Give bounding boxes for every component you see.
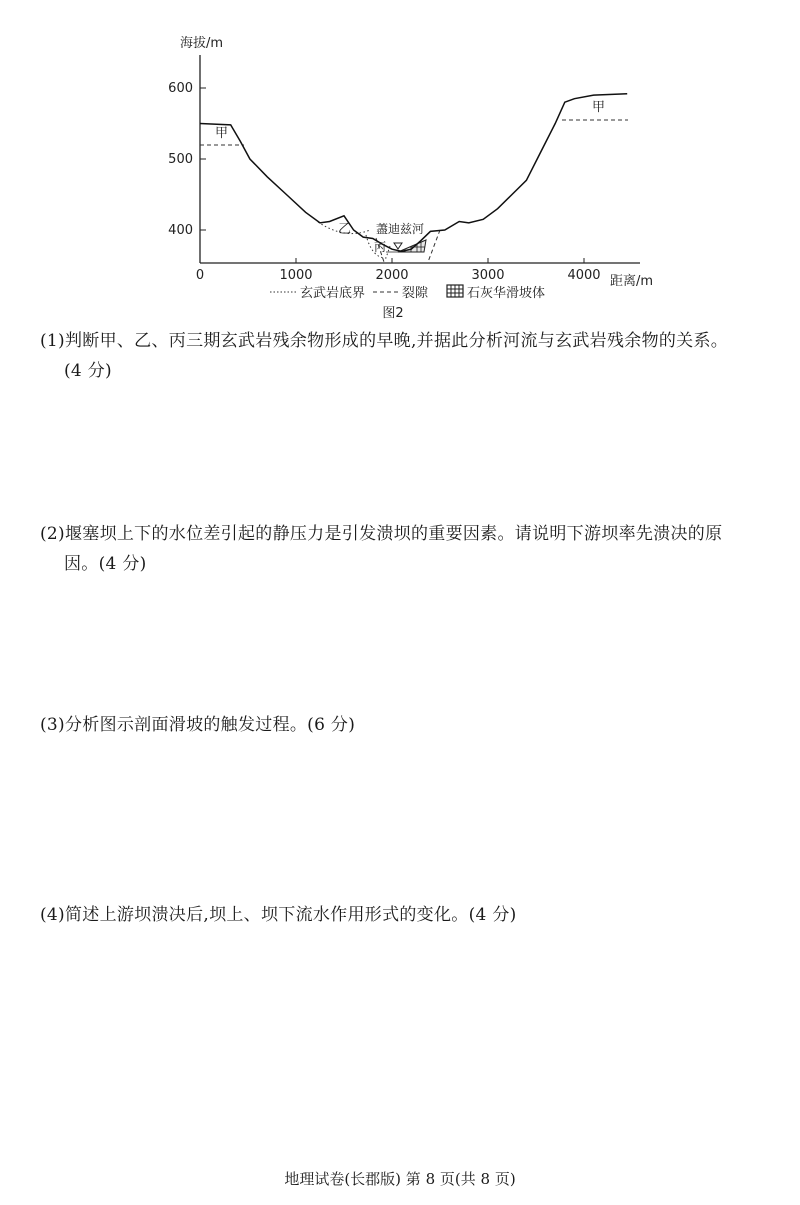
y-tick-label: 600	[168, 81, 193, 96]
question-1-text: (1)判断甲、乙、丙三期玄武岩残余物形成的早晚,并据此分析河流与玄武岩残余物的关系。	[40, 331, 729, 351]
question-2-score: 因。(4 分)	[64, 554, 147, 574]
river-water-level-icon	[394, 243, 402, 249]
question-1-score: (4 分)	[64, 361, 112, 381]
x-tick-label: 2000	[375, 268, 409, 283]
legend-fissure: 裂隙	[402, 286, 429, 301]
y-tick-label: 500	[168, 152, 193, 167]
page-footer: 地理试卷(长郡版) 第 8 页(共 8 页)	[284, 1170, 516, 1188]
label-yi: 乙	[338, 222, 352, 237]
fissure-line	[428, 230, 440, 262]
x-axis-label: 距离/m	[610, 274, 654, 289]
x-tick-label: 1000	[279, 268, 313, 283]
legend-basalt-base: 玄武岩底界	[300, 286, 366, 301]
question-4	[40, 900, 792, 930]
x-tick-label: 4000	[567, 268, 601, 283]
legend-limestone-symbol	[447, 285, 463, 297]
legend-limestone: 石灰华滑坡体	[467, 286, 546, 301]
label-bing: 丙	[374, 240, 387, 254]
label-jia-right: 甲	[592, 100, 606, 115]
x-tick-label: 3000	[471, 268, 505, 283]
question-1	[40, 326, 792, 386]
figure-caption: 图2	[382, 306, 404, 321]
x-tick-label: 0	[195, 268, 205, 283]
question-2-text: (2)堰塞坝上下的水位差引起的静压力是引发溃坝的重要因素。请说明下游坝率先溃决的原	[40, 524, 723, 544]
label-jia-left: 甲	[215, 126, 229, 141]
question-3	[40, 710, 792, 740]
profile-figure	[0, 0, 800, 330]
question-4-text: (4)简述上游坝溃决后,坝上、坝下流水作用形式的变化。(4 分)	[40, 905, 517, 925]
label-river: 藎迪兹河	[376, 222, 425, 236]
limestone-landslide-body	[398, 240, 426, 252]
y-tick-label: 400	[168, 223, 193, 238]
question-2	[40, 519, 792, 579]
question-3-text: (3)分析图示剖面滑坡的触发过程。(6 分)	[40, 715, 356, 735]
y-axis-label: 海拔/m	[180, 36, 224, 51]
